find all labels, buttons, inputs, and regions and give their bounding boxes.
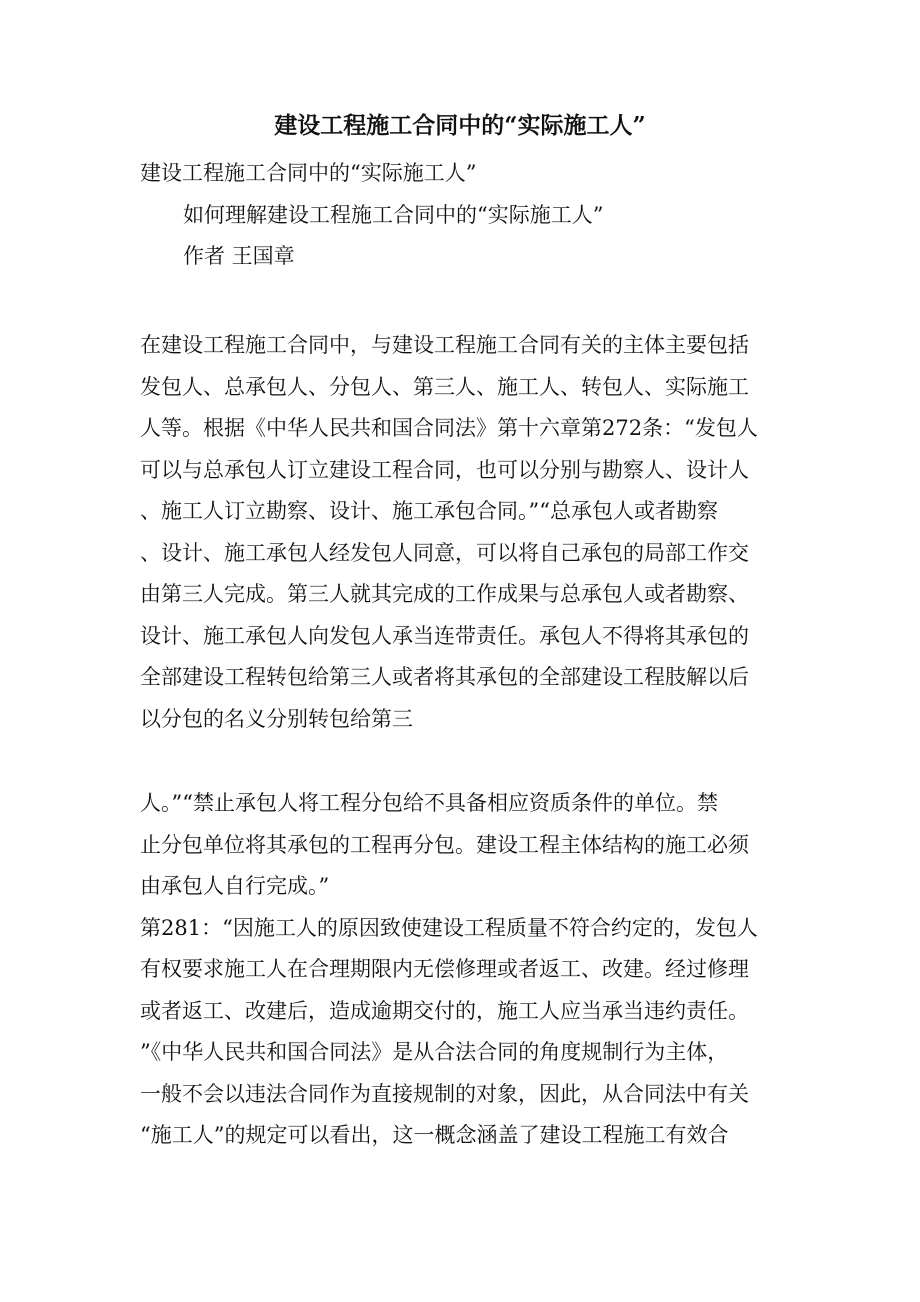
text-line: 、施工人订立勘察、设计、施工承包合同。”“总承包人或者勘察	[140, 499, 718, 523]
text-line: 或者返工、改建后，造成逾期交付的，施工人应当承当违约责任。	[140, 998, 749, 1023]
body-paragraph-1	[140, 325, 780, 740]
text-line: 由第三人完成。第三人就其完成的工作成果与总承包人或者勘察、	[140, 582, 749, 606]
text-line: 有权要求施工人在合理期限内无偿修理或者返工、改建。经过修理	[140, 957, 749, 981]
document-subtitle: 建设工程施工合同中的“实际施工人”	[140, 161, 477, 185]
text-line: 一般不会以违法合同作为直接规制的对象，因此，从合同法中有关	[140, 1081, 749, 1106]
text-line: 止分包单位将其承包的工程再分包。建设工程主体结构的施工必须	[140, 832, 749, 857]
text-line: 由承包人自行完成。”	[140, 874, 330, 898]
text-line: 人。”“禁止承包人将工程分包给不具备相应资质条件的单位。禁	[140, 791, 718, 815]
text-line: 在建设工程施工合同中，与建设工程施工合同有关的主体主要包括	[140, 333, 749, 357]
document-title: 建设工程施工合同中的“实际施工人”	[274, 112, 646, 139]
text-line: 第281：“因施工人的原因致使建设工程质量不符合约定的，发包人	[140, 915, 758, 940]
text-line: ”《中华人民共和国合同法》是从合法合同的角度规制行为主体，	[140, 1040, 729, 1064]
text-line: 以分包的名义分别转包给第三	[140, 706, 413, 731]
text-line: 可以与总承包人订立建设工程合同，也可以分别与勘察人、设计人	[140, 457, 749, 482]
text-line: 、设计、施工承包人经发包人同意，可以将自己承包的局部工作交	[140, 540, 749, 565]
document-question: 如何理解建设工程施工合同中的“实际施工人”	[183, 203, 604, 227]
text-line: 全部建设工程转包给第三人或者将其承包的全部建设工程肢解以后	[140, 665, 749, 689]
text-line: 发包人、总承包人、分包人、第三人、施工人、转包人、实际施工	[140, 374, 749, 399]
text-line: 设计、施工承包人向发包人承当连带责任。承包人不得将其承包的	[140, 623, 749, 648]
text-line: 人等。根据《中华人民共和国合同法》第十六章第272条：“发包人	[140, 416, 758, 440]
body-paragraph-2	[140, 783, 780, 1157]
document-author: 作者 王国章	[183, 244, 295, 268]
text-line: “施工人”的规定可以看出，这一概念涵盖了建设工程施工有效合	[140, 1123, 729, 1147]
